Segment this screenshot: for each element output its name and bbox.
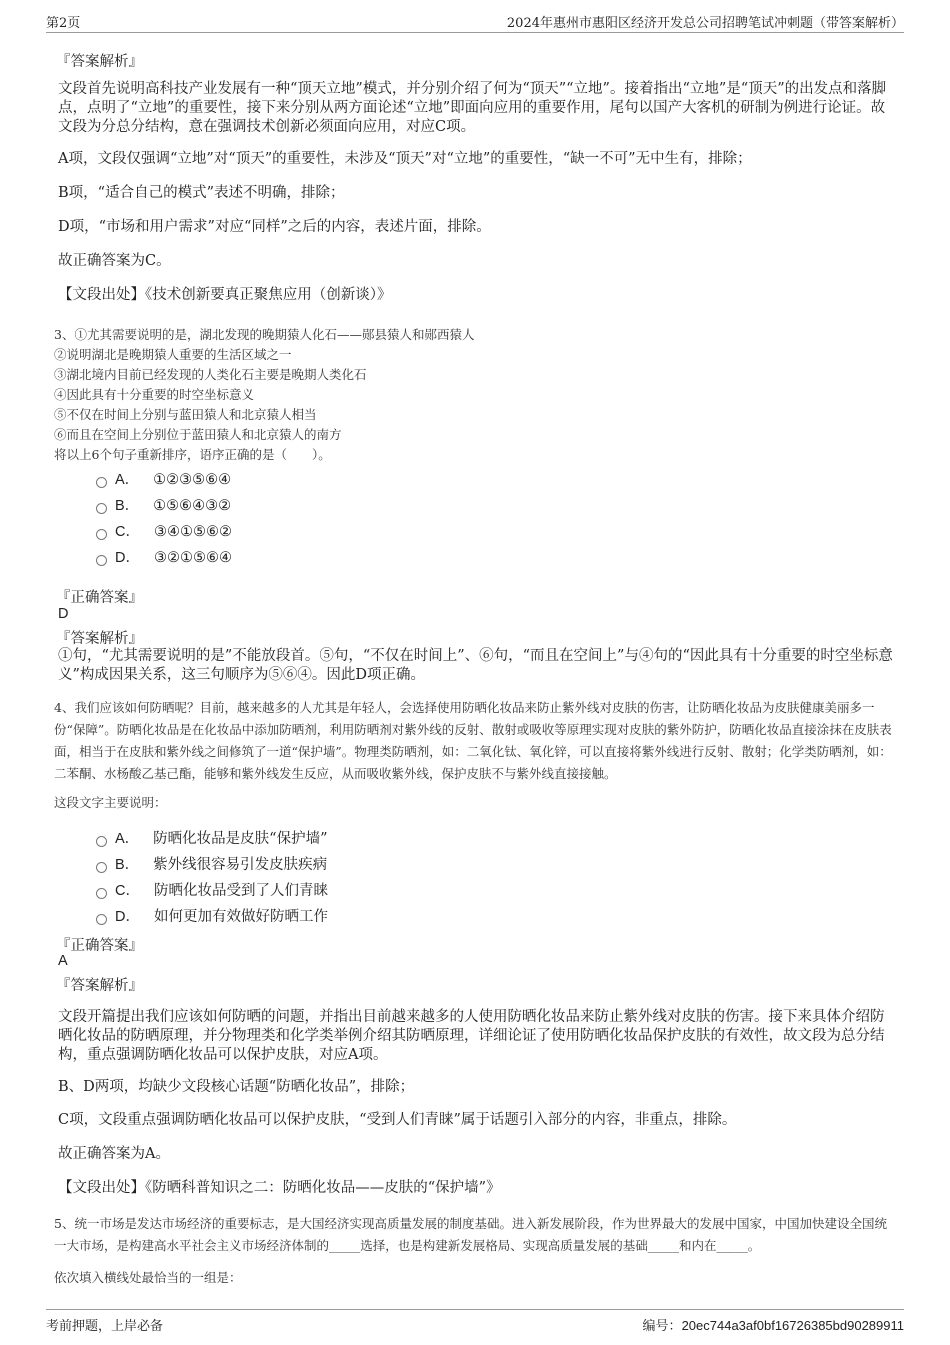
q3-line: ③湖北境内目前已经发现的人类化石主要是晚期人类化石 — [54, 367, 367, 382]
q4-stem: 4、我们应该如何防晒呢？目前，越来越多的人尤其是年轻人，会选择使用防晒化妆品来防止紫外线对皮肤的伤害，让防晒化妆品为皮肤健康美丽多一份“保障”。防晒化妆品是在化妆品中添加防晒剂，利用防晒剂对紫外线的反射、散射或吸收等原理实现对皮肤的紫外防护，防晒化妆品直接涂抹在皮肤表面，相当于在皮肤和紫外线之间修筑了一道“保护墙”。物理类防晒剂，如：二氧化钛、氧化锌，可以直接将紫外线进行反射、散射；化学类防晒剂，如：二苯酮、水杨酸乙基己酯，能够和紫外线发生反应，从而吸收紫外线，保护皮肤不与紫外线直接接触。 — [54, 700, 892, 781]
q3-stem — [54, 325, 899, 465]
radio-icon[interactable] — [96, 555, 107, 566]
q2-conclusion: 故正确答案为C。 — [58, 253, 171, 269]
q4-question: 这段文字主要说明： — [54, 795, 167, 810]
q3-answer-label: 『正确答案』 — [56, 590, 143, 606]
radio-icon[interactable] — [96, 836, 107, 847]
q4-options-bd-note: B、D两项，均缺少文段核心话题“防晒化妆品”，排除； — [58, 1079, 415, 1095]
page-number: 第2页 — [46, 16, 81, 31]
q4-option-d[interactable]: D． 如何更加有效做好防晒工作 — [96, 905, 328, 927]
radio-icon[interactable] — [96, 529, 107, 540]
q2-option-d-note: D项，“市场和用户需求”对应“同样”之后的内容，表述片面，排除。 — [58, 219, 491, 235]
q5-question: 依次填入横线处最恰当的一组是： — [54, 1270, 242, 1285]
q3-option-d[interactable]: D． ③②①⑤⑥④ — [96, 546, 232, 568]
document-title: 2024年惠州市惠阳区经济开发总公司招聘笔试冲刺题（带答案解析） — [506, 16, 904, 31]
document-code: 编号：20ec744a3af0bf16726385bd90289911 — [642, 1318, 904, 1334]
radio-icon[interactable] — [96, 862, 107, 873]
q4-option-b[interactable]: B． 紫外线很容易引发皮肤疾病 — [96, 853, 327, 875]
q3-option-a[interactable]: A． ①②③⑤⑥④ — [96, 468, 231, 490]
page-footer — [46, 1309, 904, 1340]
q4-conclusion: 故正确答案为A。 — [58, 1146, 170, 1162]
q4-option-a[interactable]: A． 防晒化妆品是皮肤“保护墙” — [96, 827, 328, 849]
q4-answer-label: 『正确答案』 — [56, 938, 143, 954]
q3-option-c[interactable]: C． ③④①⑤⑥② — [96, 520, 232, 542]
page-header — [46, 10, 904, 33]
radio-icon[interactable] — [96, 503, 107, 514]
q3-line: 3、①尤其需要说明的是，湖北发现的晚期猿人化石——郧县猿人和郧西猿人 — [54, 327, 475, 342]
radio-icon[interactable] — [96, 914, 107, 925]
q4-analysis-label: 『答案解析』 — [56, 978, 143, 994]
q3-option-b[interactable]: B． ①⑤⑥④③② — [96, 494, 231, 516]
radio-icon[interactable] — [96, 477, 107, 488]
q3-line: ⑤不仅在时间上分别与蓝田猿人和北京猿人相当 — [54, 407, 317, 422]
q3-analysis-label: 『答案解析』 — [56, 631, 143, 647]
q2-analysis: 文段首先说明高科技产业发展有一种“顶天立地”模式，并分别介绍了何为“顶天”“立地”。接着指出“立地”是“顶天”的出发点和落脚点，点明了“立地”的重要性，接下来分别从两方面论述“立地”即面向应用的重要作用，尾句以国产大客机的研制为例进行论证。故文段为分总分结构，意在强调技术创新必须面向应用，对应C项。 — [58, 81, 887, 135]
footer-slogan: 考前押题，上岸必备 — [46, 1319, 164, 1334]
q2-option-b-note: B项，“适合自己的模式”表述不明确，排除； — [58, 185, 345, 201]
q3-line: ④因此具有十分重要的时空坐标意义 — [54, 387, 255, 402]
q2-analysis-label: 『答案解析』 — [56, 54, 143, 70]
q4-option-c[interactable]: C． 防晒化妆品受到了人们青睐 — [96, 879, 328, 901]
radio-icon[interactable] — [96, 888, 107, 899]
q5-stem: 5、统一市场是发达市场经济的重要标志，是大国经济实现高质量发展的制度基础。进入新发展阶段，作为世界最大的发展中国家，中国加快建设全国统一大市场，是构建高水平社会主义市场经济体制的_____选择，也是构建新发展格局、实现高质量发展的基础_____和内在_____。 — [54, 1216, 887, 1253]
q3-answer: D — [58, 606, 69, 622]
q4-answer: A — [58, 953, 68, 969]
q4-option-c-note: C项，文段重点强调防晒化妆品可以保护皮肤，“受到人们青睐”属于话题引入部分的内容，非重点，排除。 — [58, 1112, 737, 1128]
q4-analysis: 文段开篇提出我们应该如何防晒的问题，并指出目前越来越多的人使用防晒化妆品来防止紫外线对皮肤的伤害。接下来具体介绍防晒化妆品的防晒原理，并分物理类和化学类举例介绍其防晒原理，详细论证了使用防晒化妆品保护皮肤的有效性，故文段为总分结构，重点强调防晒化妆品可以保护皮肤，对应A项。 — [58, 1009, 885, 1063]
q2-option-a-note: A项，文段仅强调“立地”对“顶天”的重要性，未涉及“顶天”对“立地”的重要性，“缺一不可”无中生有，排除； — [58, 151, 752, 167]
q4-source: 【文段出处】《防晒科普知识之二：防晒化妆品——皮肤的“保护墙”》 — [58, 1180, 501, 1196]
q2-source: 【文段出处】《技术创新要真正聚焦应用（创新谈）》 — [58, 287, 392, 303]
q3-analysis: ①句，“尤其需要说明的是”不能放段首。⑤句，“不仅在时间上”、⑥句，“而且在空间上”与④句的“因此具有十分重要的时空坐标意义”构成因果关系，这三句顺序为⑤⑥④。因此D项正确。 — [58, 648, 893, 683]
q3-line: ②说明湖北是晚期猿人重要的生活区域之一 — [54, 347, 292, 362]
q3-line: ⑥而且在空间上分别位于蓝田猿人和北京猿人的南方 — [54, 427, 342, 442]
q3-line: 将以上6个句子重新排序，语序正确的是（ ）。 — [54, 447, 331, 462]
